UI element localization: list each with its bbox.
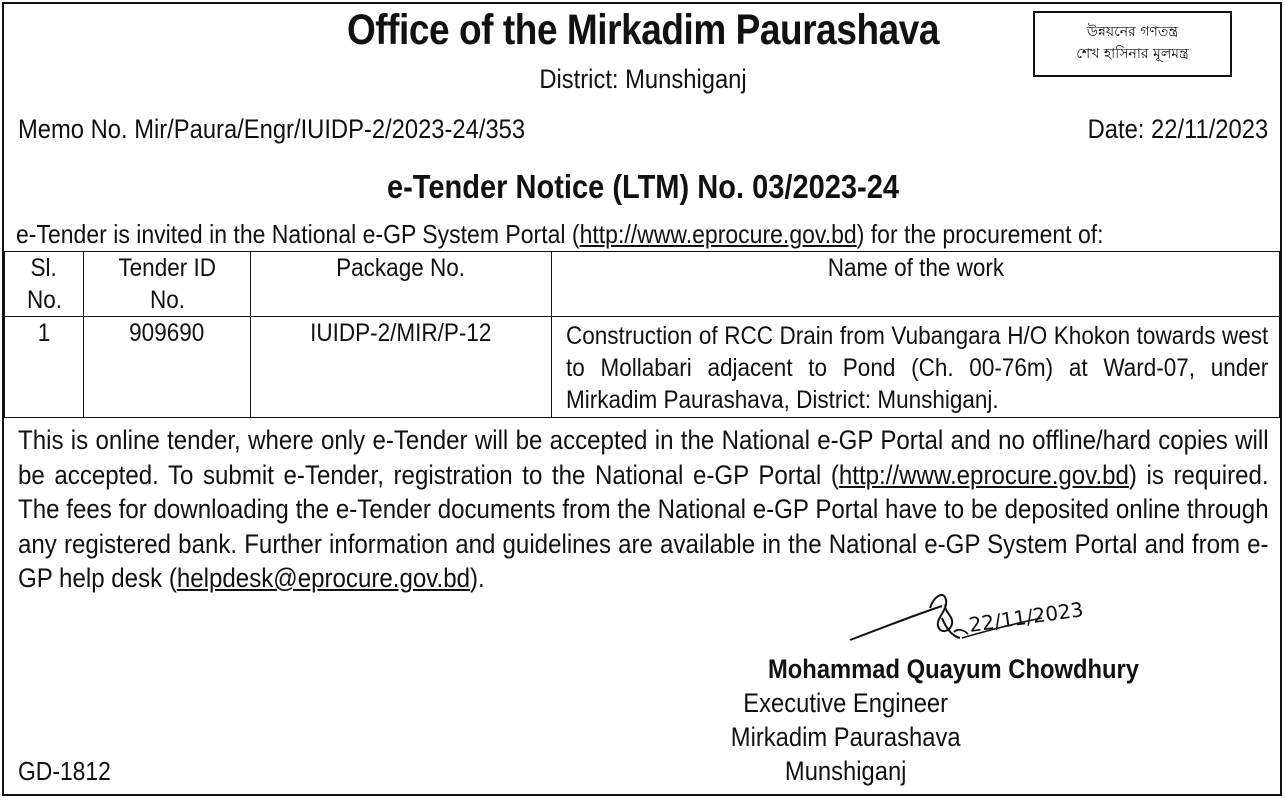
cell-sl: 1: [5, 317, 84, 418]
header-package-no: Package No.: [251, 252, 552, 317]
cell-package: IUIDP-2/MIR/P-12: [251, 317, 552, 418]
cell-work: Construction of RCC Drain from Vubangara H/O Khokon towards west to Mollabari adjacent to Pond (Ch. 00-76m) at Ward-07, under Mirkadim Paurashava, District: Munshiganj.: [552, 317, 1280, 418]
eprocure-link[interactable]: http://www.eprocure.gov.bd: [579, 219, 857, 249]
signature-image: [842, 588, 1092, 648]
page-title: Office of the Mirkadim Paurashava: [346, 6, 940, 54]
table-row: [5, 317, 1280, 418]
table-header-row: [5, 252, 1280, 317]
signatory-name: Mohammad Quayum Chowdhury: [768, 654, 1139, 684]
signatory-location: Munshiganj: [784, 756, 907, 786]
intro-text-before: e-Tender is invited in the National e-GP System Portal (: [16, 219, 580, 249]
header-name-of-work: Name of the work: [552, 252, 1280, 317]
eprocure-link-2[interactable]: http://www.eprocure.gov.bd: [838, 459, 1129, 490]
body-paragraph: This is online tender, where only e-Tender will be accepted in the National e-GP Portal and no offline/hard copies will be accepted. To submit e-Tender, registration to the National e-GP Portal (http://www.eprocure.gov.bd) is required. The fees for downloading the e-Tender documents from the National e-GP Portal have to be deposited online through any registered bank. Further information and guidelines are available in the National e-GP System Portal and from e-GP help desk (helpdesk@eprocure.gov.bd).: [18, 425, 1269, 593]
slogan-box: [1033, 11, 1232, 77]
memo-date: Date: 22/11/2023: [1087, 114, 1268, 144]
slogan-line-2: শেখ হাসিনার মূলমন্ত্র: [1076, 46, 1189, 62]
signature-date: 22/11/2023: [967, 597, 1085, 637]
memo-number: Memo No. Mir/Paura/Engr/IUIDP-2/2023-24/353: [18, 114, 526, 144]
signatory-designation: Executive Engineer: [743, 688, 949, 718]
cell-tender-id: 909690: [84, 317, 251, 418]
gd-code: GD-1812: [18, 756, 111, 786]
tender-table: [4, 251, 1280, 418]
slogan-line-1: উন্নয়নের গণতন্ত্র: [1086, 24, 1179, 40]
header-sl-no: Sl. No.: [5, 252, 84, 317]
intro-line: [16, 219, 1104, 250]
signatory-office: Mirkadim Paurashava: [730, 722, 961, 752]
header-tender-id: Tender ID No.: [84, 252, 251, 317]
district-line: District: Munshiganj: [539, 64, 747, 94]
intro-text-after: ) for the procurement of:: [856, 219, 1104, 249]
notice-title: e-Tender Notice (LTM) No. 03/2023-24: [386, 168, 900, 205]
helpdesk-email-link[interactable]: helpdesk@eprocure.gov.bd: [176, 563, 471, 593]
